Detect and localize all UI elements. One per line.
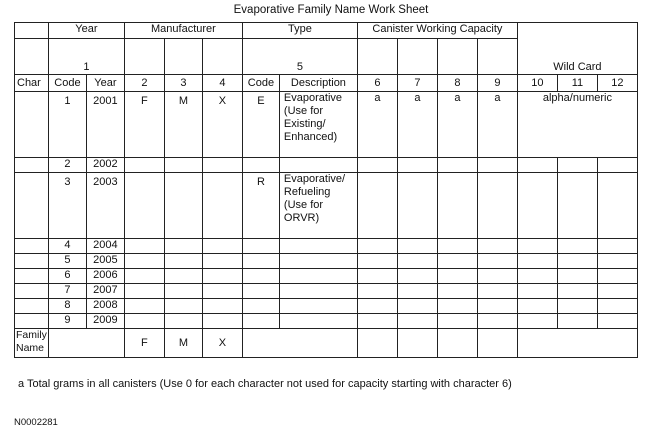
blank-cell [477,39,517,75]
capacity-9-cell: a [477,92,517,158]
group-type: Type [242,23,357,39]
group-canister: Canister Working Capacity [357,23,517,39]
year-cell: 2001 [86,92,124,158]
col-2: 2 [124,75,164,92]
footnote: a Total grams in all canisters (Use 0 for each character not used for capacity starting with character 6) [18,378,512,390]
char-cell [15,92,49,158]
col-6: 6 [357,75,397,92]
group-wild-card: Wild Card [517,39,637,75]
code-cell: 9 [48,314,86,329]
blank-cell [202,39,242,75]
manufacturer-4-cell: X [202,92,242,158]
worksheet-title: Evaporative Family Name Work Sheet [233,4,429,16]
col-9: 9 [477,75,517,92]
year-cell: 2007 [86,284,124,299]
column-header-row [15,75,638,92]
blank-cell [15,39,49,75]
capacity-6-cell: a [357,92,397,158]
blank-cell [437,39,477,75]
col-11: 11 [557,75,597,92]
code-cell: 1 [48,92,86,158]
family-name-4: X [202,329,242,358]
table-row [15,92,638,158]
code-cell: 2 [48,158,86,173]
code-cell: 5 [48,254,86,269]
col-description: Description [279,75,357,92]
family-name-2: F [124,329,164,358]
manufacturer-3-cell: M [164,92,202,158]
capacity-8-cell: a [437,92,477,158]
blank-cell [15,23,49,39]
code-cell: 3 [48,173,86,239]
capacity-7-cell: a [397,92,437,158]
table-row [15,254,638,269]
col-code: Code [48,75,86,92]
code-cell: 4 [48,239,86,254]
table-row [15,269,638,284]
group-year: Year [48,23,124,39]
manufacturer-2-cell: F [124,92,164,158]
worksheet-table [14,22,638,358]
wild-card-cell: alpha/numeric [517,92,637,158]
col-12: 12 [597,75,637,92]
table-row [15,158,638,173]
col-type-code: Code [242,75,279,92]
year-cell: 2006 [86,269,124,284]
blank-cell [357,39,397,75]
reference-number: N0002281 [14,417,58,428]
blank-cell [48,329,124,358]
position-header-row [15,39,638,75]
year-cell: 2008 [86,299,124,314]
col-4: 4 [202,75,242,92]
blank-cell [124,39,164,75]
col-year: Year [86,75,124,92]
blank-cell [164,39,202,75]
description-cell: Evaporative (Use for Existing/ Enhanced) [279,92,357,158]
blank-cell [517,329,637,358]
type-code-cell: E [242,92,279,158]
family-name-3: M [164,329,202,358]
position-1: 1 [48,39,124,75]
table-row [15,299,638,314]
group-wild-card-top [517,23,637,39]
year-cell: 2002 [86,158,124,173]
code-cell: 8 [48,299,86,314]
group-header-row [15,23,638,39]
table-row [15,314,638,329]
col-char: Char [15,75,49,92]
family-name-label: Family Name [15,329,49,358]
type-code-cell: R [242,173,279,239]
table-row [15,239,638,254]
blank-cell [397,39,437,75]
code-cell: 7 [48,284,86,299]
family-name-row [15,329,638,358]
table-row [15,173,638,239]
group-manufacturer: Manufacturer [124,23,242,39]
year-cell: 2004 [86,239,124,254]
table-row [15,284,638,299]
year-cell: 2005 [86,254,124,269]
col-8: 8 [437,75,477,92]
col-3: 3 [164,75,202,92]
year-cell: 2009 [86,314,124,329]
description-cell: Evaporative/ Refueling (Use for ORVR) [279,173,357,239]
col-10: 10 [517,75,557,92]
code-cell: 6 [48,269,86,284]
col-7: 7 [397,75,437,92]
year-cell: 2003 [86,173,124,239]
blank-cell [242,329,357,358]
position-5: 5 [242,39,357,75]
